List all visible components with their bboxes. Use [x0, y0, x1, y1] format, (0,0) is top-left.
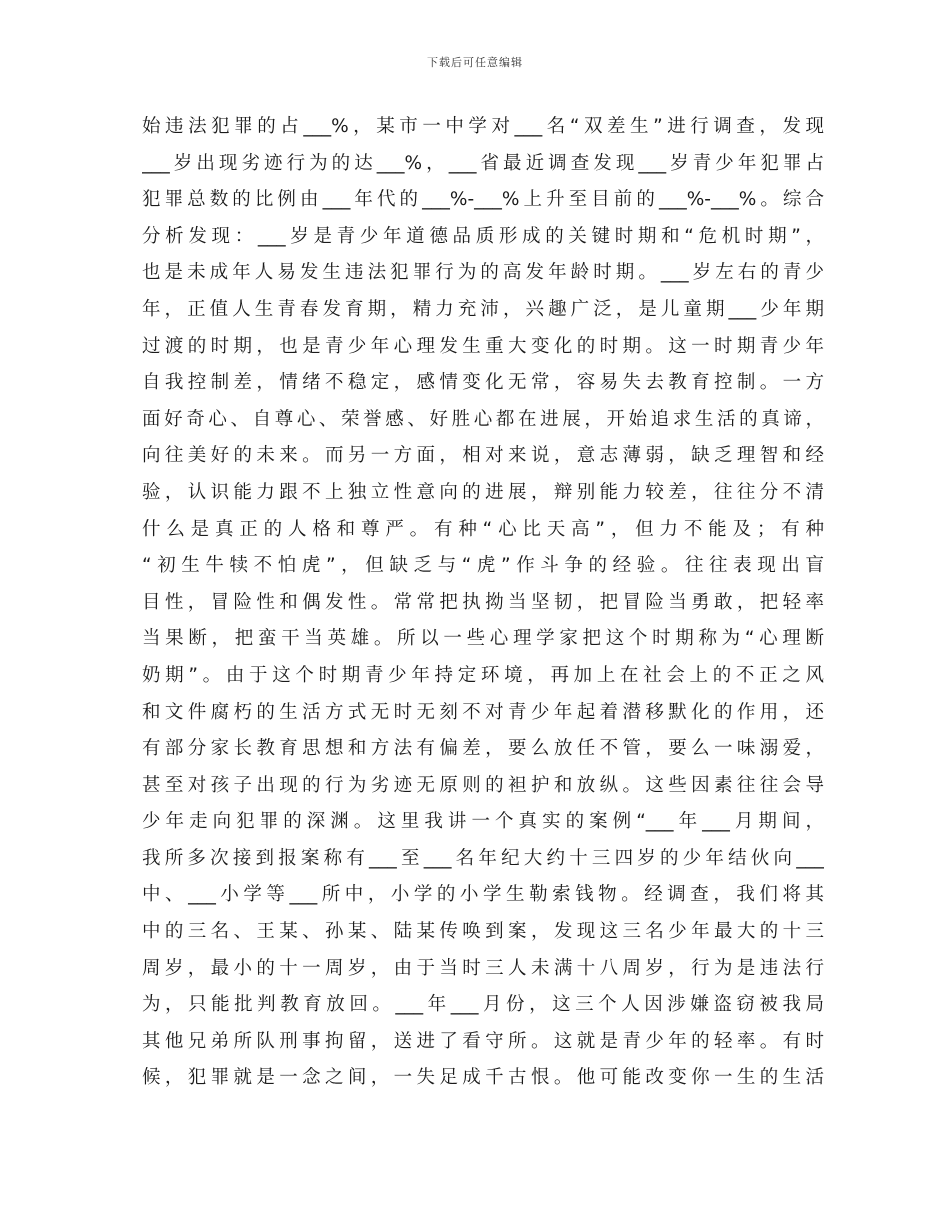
- text-line: 候，犯罪就是一念之间，一失足成千古恨。他可能改变你一生的生活: [142, 1067, 824, 1089]
- text-line: 分析发现：___岁是青少年道德品质形成的关键时期和“危机时期”，: [142, 225, 824, 247]
- text-line: 过渡的时期，也是青少年心理发生重大变化的时期。这一时期青少年: [142, 335, 824, 357]
- page-header: 下载后可任意编辑: [427, 56, 523, 69]
- text-line: 面好奇心、自尊心、荣誉感、好胜心都在进展，开始追求生活的真谛，: [142, 408, 824, 430]
- text-line: 也是未成年人易发生违法犯罪行为的高发年龄时期。___岁左右的青少: [142, 262, 824, 284]
- text-line: 中、___小学等___所中，小学的小学生勒索钱物。经调查，我们将其: [142, 884, 824, 906]
- text-line: 我所多次接到报案称有___至___名年纪大约十三四岁的少年结伙向___: [142, 847, 824, 869]
- text-line: 验，认识能力跟不上独立性意向的进展，辩别能力较差，往往分不清: [142, 481, 824, 503]
- text-line: 目性，冒险性和偶发性。常常把执拗当坚韧，把冒险当勇敢，把轻率: [142, 591, 824, 613]
- text-line: 周岁，最小的十一周岁，由于当时三人未满十八周岁，行为是违法行: [142, 957, 824, 979]
- text-line: 中的三名、王某、孙某、陆某传唤到案，发现这三名少年最大的十三: [142, 921, 824, 943]
- text-line: 甚至对孩子出现的行为劣迹无原则的袒护和放纵。这些因素往往会导: [142, 774, 824, 796]
- text-line: ___岁出现劣迹行为的达___%，___省最近调查发现___岁青少年犯罪占: [142, 152, 824, 174]
- text-line: 什么是真正的人格和尊严。有种“心比天高”，但力不能及；有种: [142, 518, 824, 540]
- text-line: 少年走向犯罪的深渊。这里我讲一个真实的案例“___年___月期间，: [142, 811, 824, 833]
- text-line: 为，只能批判教育放回。___年___月份，这三个人因涉嫌盗窃被我局: [142, 994, 824, 1016]
- text-line: 和文件腐朽的生活方式无时无刻不对青少年起着潜移默化的作用，还: [142, 701, 824, 723]
- text-line: 有部分家长教育思想和方法有偏差，要么放任不管，要么一味溺爱，: [142, 738, 824, 760]
- text-line: 自我控制差，情绪不稳定，感情变化无常，容易失去教育控制。一方: [142, 372, 824, 394]
- text-line: 其他兄弟所队刑事拘留，送进了看守所。这就是青少年的轻率。有时: [142, 1030, 824, 1052]
- text-line: 当果断，把蛮干当英雄。所以一些心理学家把这个时期称为“心理断: [142, 628, 824, 650]
- text-line: 向往美好的未来。而另一方面，相对来说，意志薄弱，缺乏理智和经: [142, 445, 824, 467]
- text-line: 始违法犯罪的占___%，某市一中学对___名“双差生”进行调查，发现: [142, 116, 824, 137]
- text-line: 奶期”。由于这个时期青少年持定环境，再加上在社会上的不正之风: [142, 664, 824, 686]
- text-line: 犯罪总数的比例由___年代的___%-___%上升至目前的___%-___%。综合: [142, 189, 824, 211]
- text-line: “初生牛犊不怕虎”，但缺乏与“虎”作斗争的经验。往往表现出盲: [142, 555, 824, 577]
- document-body: [142, 109, 824, 1097]
- text-line: 年，正值人生青春发育期，精力充沛，兴趣广泛，是儿童期___少年期: [142, 298, 824, 320]
